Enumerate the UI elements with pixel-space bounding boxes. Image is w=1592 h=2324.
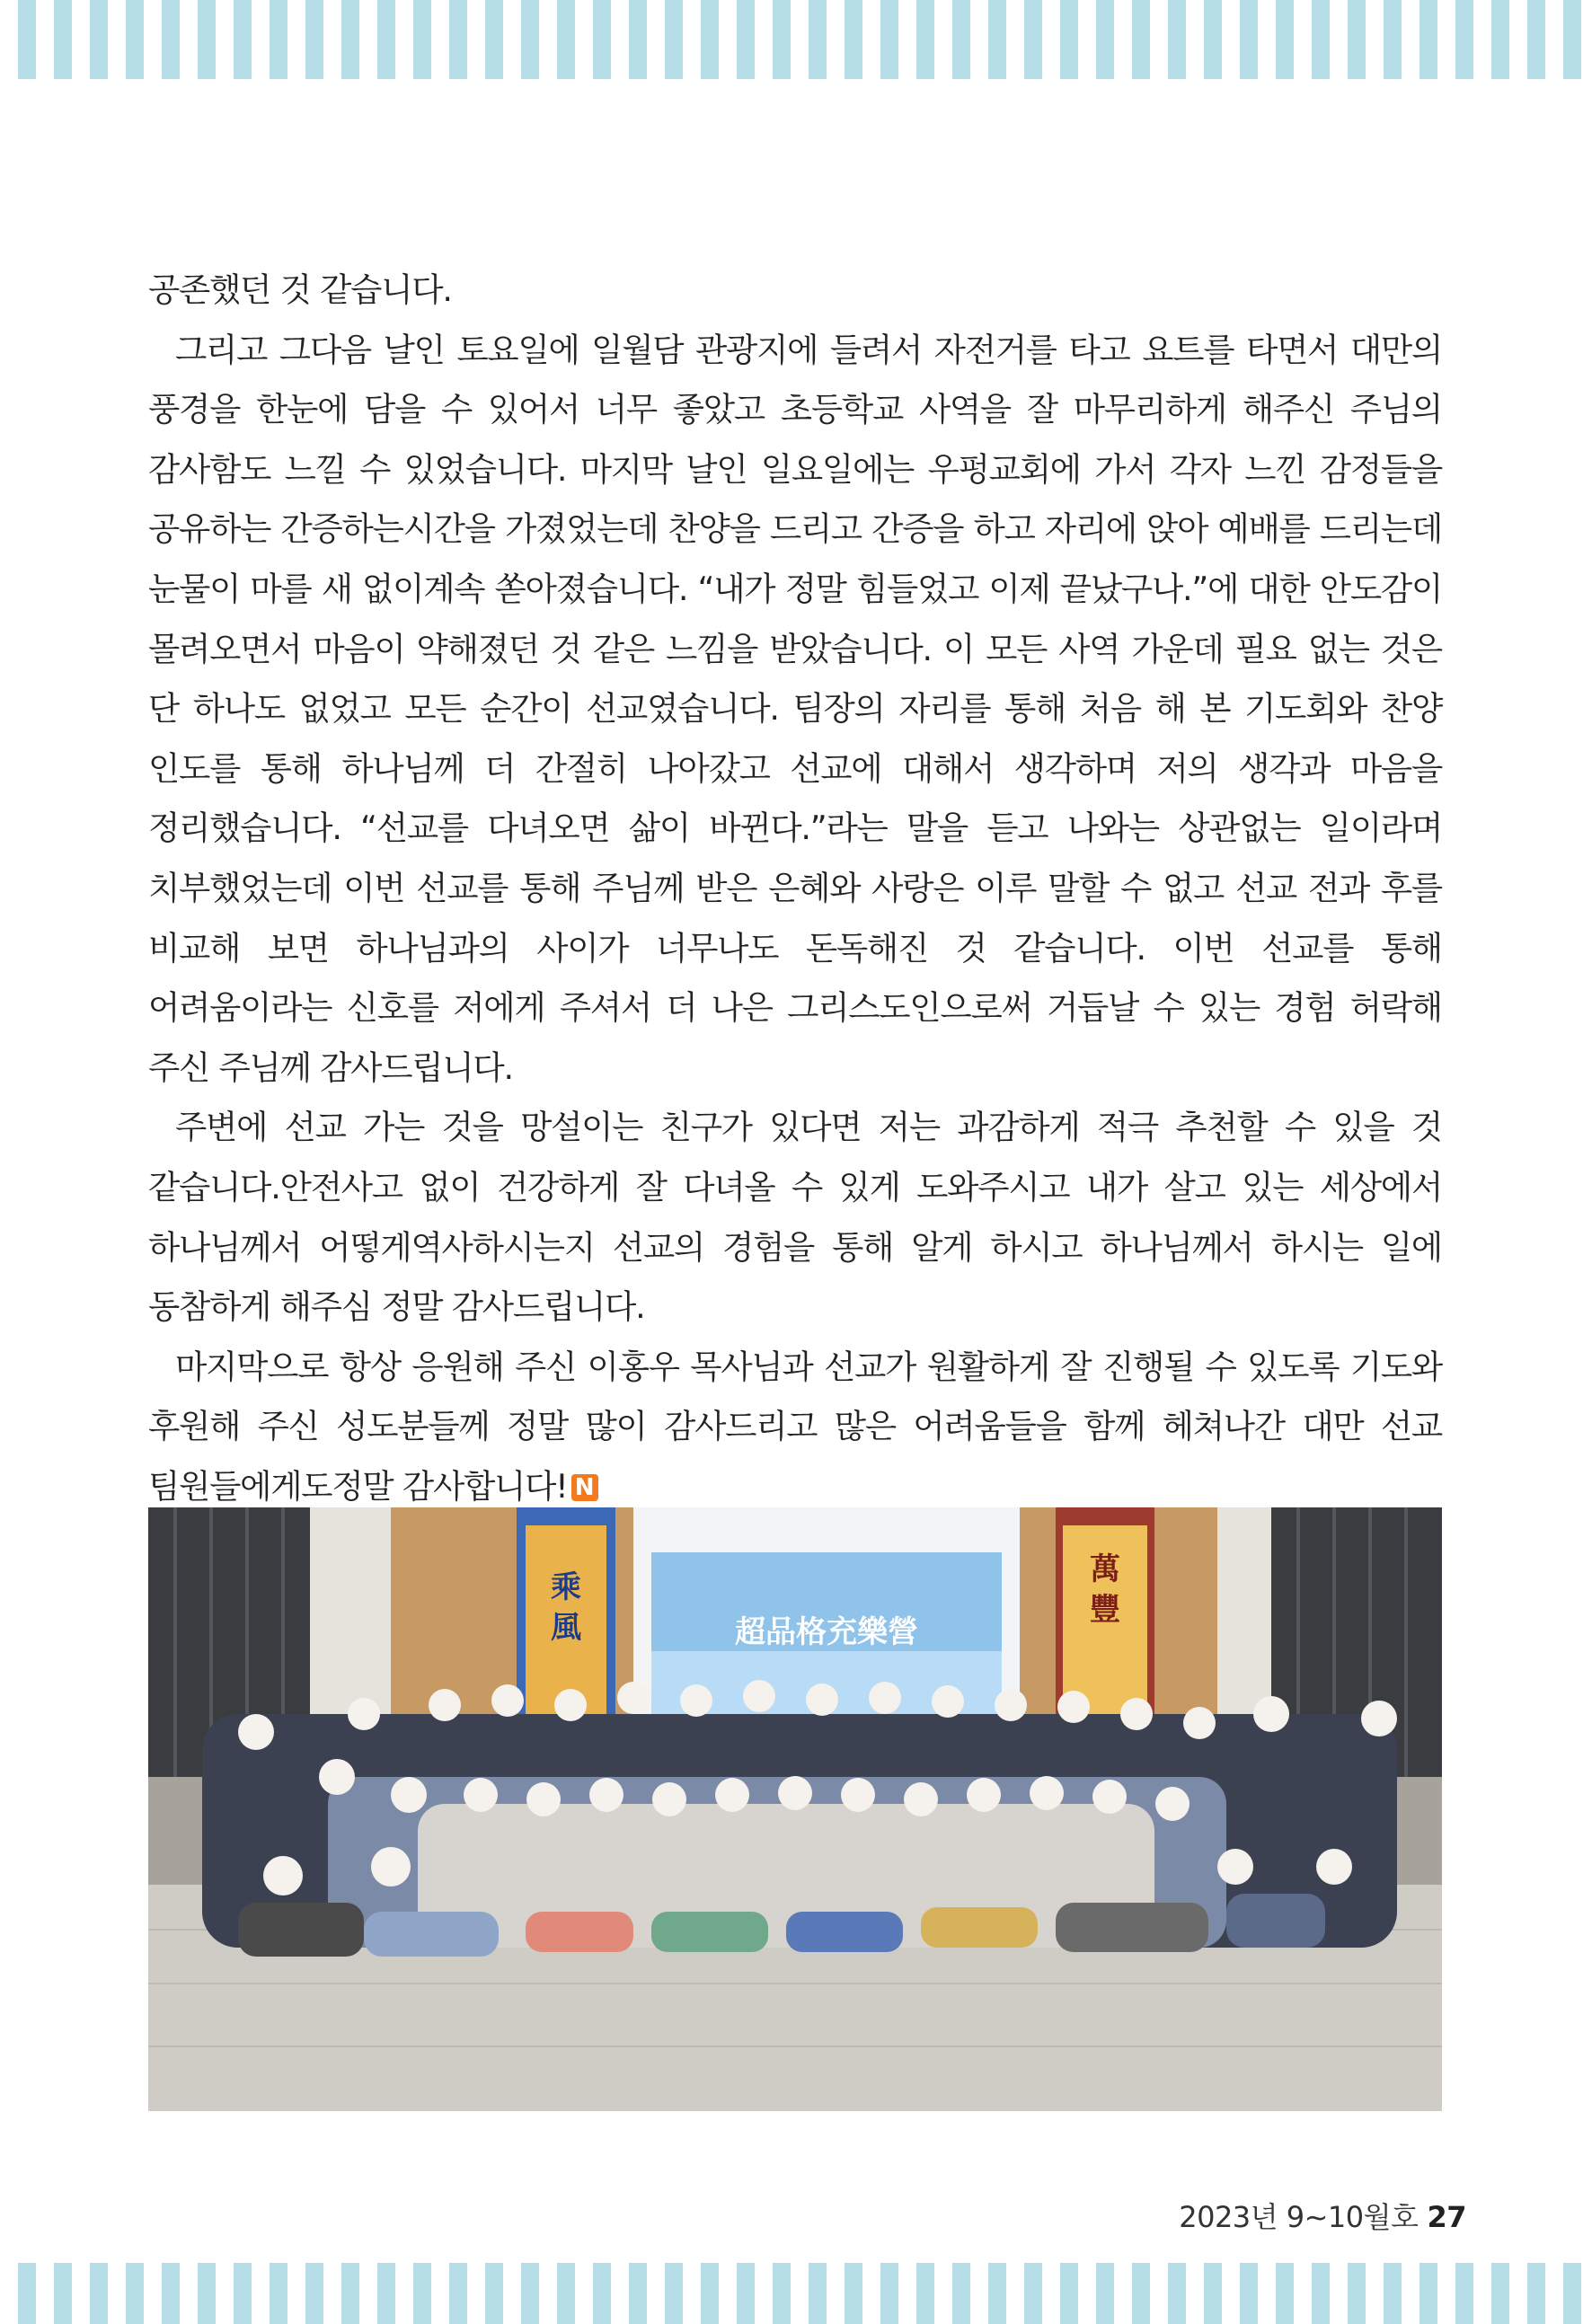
end-mark-icon: N xyxy=(571,1474,598,1501)
text-line: 낄 수 있었습니다. 마지막 날인 일요일에는 우펑교회에 가서 각자 느낀 감정들을 공유하는 간증하는 xyxy=(148,449,1443,549)
text-line: 정말 감사합니다! xyxy=(332,1466,568,1506)
group-photo-illustration xyxy=(148,1507,1442,2111)
svg-text:萬: 萬 xyxy=(1090,1551,1120,1587)
text-line: 역사하시는지 선교의 경험을 통해 알게 하시고 하나님께서 하시는 일에 동참하게 해주심 정말 감사 xyxy=(148,1227,1442,1327)
bottom-stripe-border xyxy=(0,2263,1592,2324)
group-photo xyxy=(148,1507,1442,2111)
top-stripe-border xyxy=(0,0,1592,79)
text-line: 다. 이번 선교를 통해 어려움이라는 신호를 저에게 주셔서 더 나은 그리스도인으로써 거듭날 수 있 xyxy=(148,928,1442,1028)
text-line: 안전사고 없이 건강하게 잘 다녀올 수 있게 도와주시고 내가 살고 있는 세상에서 하나님께서 어떻게 xyxy=(148,1167,1442,1267)
text-line: 주변에 선교 가는 것을 망설이는 친구가 있다면 저는 과감하게 적극 추천할 수 있을 것 같습니다. xyxy=(148,1108,1442,1206)
paragraph xyxy=(148,321,1442,1099)
text-line: 시간을 가졌었는데 찬양을 드리고 간증을 하고 자리에 앉아 예배를 드리는데 눈물이 마를 새 없이 xyxy=(148,509,1443,608)
text-line: 을 한눈에 담을 수 있어서 너무 좋았고 초등학교 사역을 잘 마무리하게 해주신 주님의 감사함도 느 xyxy=(148,390,1442,489)
paragraph xyxy=(148,1338,1442,1517)
svg-text:豐: 豐 xyxy=(1090,1592,1120,1628)
page-number: 27 xyxy=(1427,2200,1466,2234)
text-line: 해 주신 성도분들께 정말 많이 감사드리고 많은 어려움들을 함께 헤쳐나간 대만 선교 팀원들에게도 xyxy=(148,1407,1442,1506)
text-line: 마지막으로 항상 응원해 주신 이홍우 목사님과 선교가 원활하게 잘 진행될 수 있도록 기도와 후원 xyxy=(148,1347,1442,1446)
svg-text:風: 風 xyxy=(551,1610,581,1646)
text-line: 라는 말을 듣고 나와는 상관없는 일이라며 치부했었는데 이번 선교를 통해 주님께 받은 은혜와 사랑 xyxy=(148,809,1443,907)
text-line: 아갔고 선교에 대해서 생각하며 저의 생각과 마음을 정리했습니다. “선교를 다녀오면 삶이 바뀐다.” xyxy=(148,748,1443,848)
svg-text:乘: 乘 xyxy=(551,1569,581,1605)
text-line: 졌던 것 같은 느낌을 받았습니다. 이 모든 사역 가운데 필요 없는 것은 단 하나도 없었고 모든 순간 xyxy=(148,629,1442,729)
text-line: 이 선교였습니다. 팀장의 자리를 통해 처음 해 본 기도회와 찬양 인도를 통해 하나님께 더 간절히 나 xyxy=(148,689,1443,788)
article-body xyxy=(148,261,1442,1516)
issue-label: 2023년 9~10월호 xyxy=(1179,2200,1419,2234)
screen-caption: 超品格充樂營 xyxy=(735,1614,918,1650)
text-line: 는 경험 허락해 주신 주님께 감사드립니다. xyxy=(148,988,1442,1087)
paragraph xyxy=(148,261,1442,321)
paragraph xyxy=(148,1098,1442,1337)
text-line: 공존했던 것 같습니다. xyxy=(148,270,452,309)
text-line: 드립니다. xyxy=(512,1287,645,1327)
text-line: 은 이루 말할 수 없고 선교 전과 후를 비교해 보면 하나님과의 사이가 너무나도 돈독해진 것 같습니 xyxy=(148,868,1442,968)
text-line: 그리고 그다음 날인 토요일에 일월담 관광지에 들려서 자전거를 타고 요트를 타면서 대만의 풍경 xyxy=(148,330,1442,429)
text-line: 계속 쏟아졌습니다. “내가 정말 힘들었고 이제 끝났구나.”에 대한 안도감이 몰려오면서 마음이 약해 xyxy=(148,569,1442,668)
page-footer xyxy=(1179,2195,1466,2236)
